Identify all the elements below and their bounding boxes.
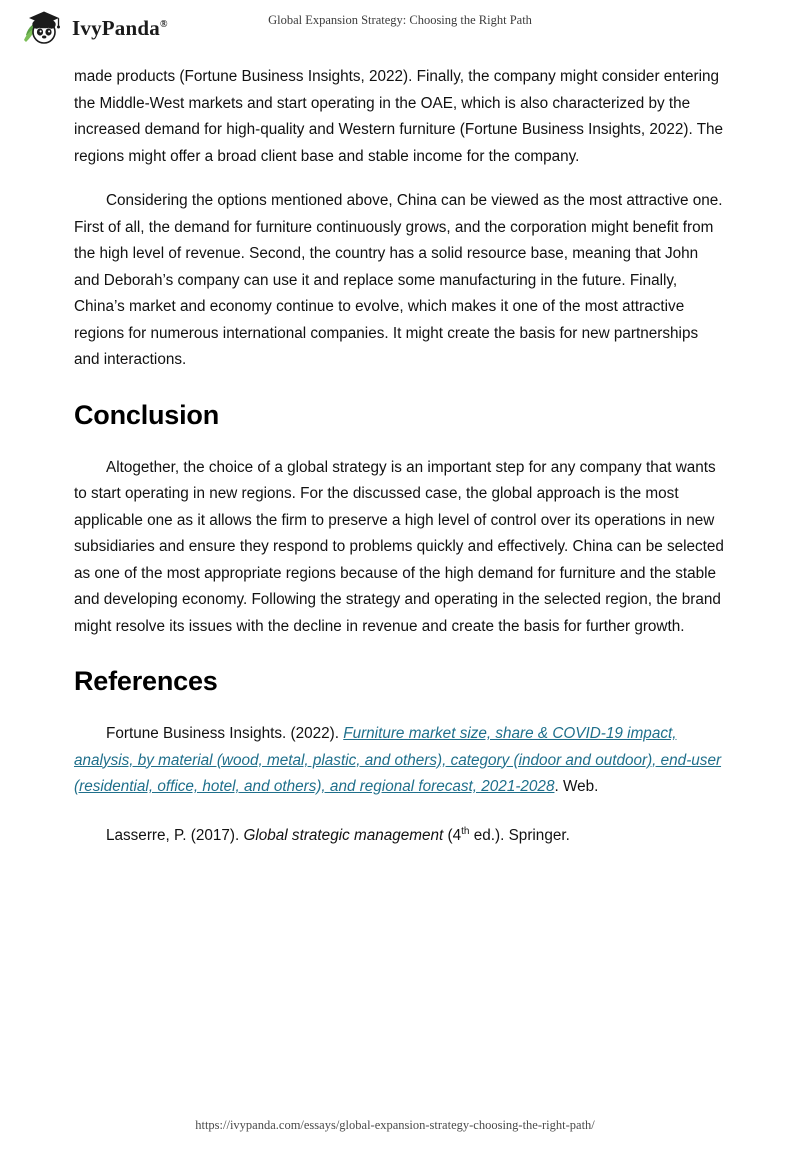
reference-edition-open: (4 bbox=[443, 826, 462, 844]
document-title: Global Expansion Strategy: Choosing the Right Path bbox=[268, 13, 532, 27]
heading-conclusion: Conclusion bbox=[74, 399, 219, 430]
paragraph-continued: made products (Fortune Business Insights, 2022). Finally, the company might consider entering the Middle-West markets and start operating in the OAE, which is also characterized by the increased demand for high-quality and Western furniture (Fortune Business Insights, 2022). The regions might offer a broad client base and stable income for the company. bbox=[74, 68, 724, 165]
brand-name: IvyPanda® bbox=[72, 15, 168, 40]
ivypanda-logo-icon bbox=[22, 7, 64, 49]
reference-suffix: . Web. bbox=[554, 778, 599, 795]
reference-item bbox=[74, 819, 726, 850]
heading-references: References bbox=[74, 666, 218, 696]
footer-source-url[interactable]: https://ivypanda.com/essays/global-expansion-strategy-choosing-the-right-path/ bbox=[195, 1118, 595, 1132]
registered-mark: ® bbox=[159, 18, 168, 30]
reference-author-year: Lasserre, P. (2017). bbox=[106, 826, 244, 844]
reference-edition-ordinal: th bbox=[461, 825, 470, 837]
reference-link[interactable]: Furniture market size, share & COVID-19 impact, analysis, by material (wood, metal, plastic, and others), category (indoor and outdoor), end-user (residential, office, hotel, and others), and regional forecast, 2021-2028 bbox=[74, 725, 722, 795]
document-content bbox=[74, 64, 726, 849]
paragraph-conclusion: Altogether, the choice of a global strategy is an important step for any company that wants to start operating in new regions. For the discussed case, the global approach is the most applicable one as it allows the firm to preserve a high level of control over its operations in new subsidiaries and ensure they respond to problems quickly and effectively. China can be selected as one of the most appropriate regions because of the high demand for furniture and the stable and developing economy. Following the strategy and operating in the selected region, the brand might resolve its issues with the decline in revenue and create the basis for further growth. bbox=[74, 458, 724, 635]
paragraph-china-rationale: Considering the options mentioned above, China can be viewed as the most attractive one. First of all, the demand for furniture continuously grows, and the corporation might benefit from the high level of revenue. Second, the country has a solid resource base, meaning that John and Deborah’s company can use it and replace some manufacturing in the future. Finally, China’s market and economy continue to evolve, which makes it one of the most attractive regions for numerous international companies. It might create the basis for new partnerships and interactions. bbox=[74, 192, 723, 368]
reference-item bbox=[74, 721, 726, 801]
page-header bbox=[0, 0, 800, 56]
page-footer bbox=[0, 1116, 800, 1134]
reference-suffix: ed.). Springer. bbox=[469, 826, 570, 844]
brand[interactable] bbox=[22, 7, 168, 49]
reference-title: Global strategic management bbox=[243, 826, 444, 844]
reference-author-year: Fortune Business Insights. (2022). bbox=[106, 725, 344, 742]
